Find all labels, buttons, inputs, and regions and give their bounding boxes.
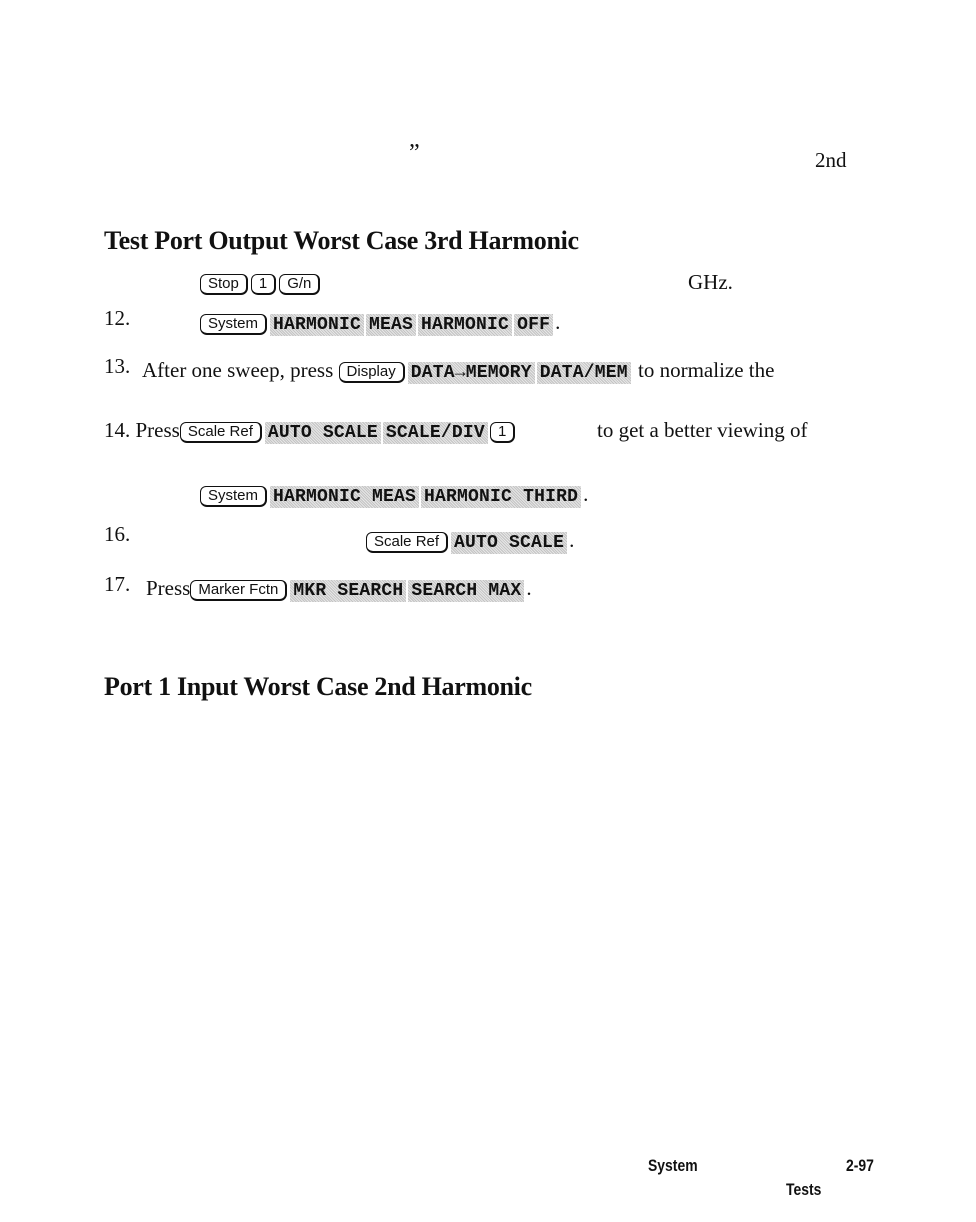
stop-key[interactable]: Stop xyxy=(200,274,248,295)
softkey-harmonic[interactable]: HARMONIC xyxy=(270,314,364,336)
step-16-period: . xyxy=(569,528,575,552)
softkey-data-memory[interactable]: DATA→MEMORY xyxy=(408,362,535,384)
display-key[interactable]: Display xyxy=(339,362,405,383)
step-14 xyxy=(104,418,518,444)
step-12 xyxy=(200,310,560,336)
section-heading-second-harmonic: Port 1 Input Worst Case 2nd Harmonic xyxy=(104,672,532,701)
softkey-off[interactable]: OFF xyxy=(514,314,553,336)
system-key-2[interactable]: System xyxy=(200,486,267,507)
softkey-auto-scale-2[interactable]: AUTO SCALE xyxy=(451,532,567,554)
step-17-number: 17. xyxy=(104,572,131,596)
step-14-lead: Press xyxy=(135,418,180,442)
softkey-meas[interactable]: MEAS xyxy=(366,314,416,336)
step-11 xyxy=(200,270,323,295)
step-13-tail: to normalize the xyxy=(638,358,775,382)
step-16-number: 16. xyxy=(104,522,131,546)
scale-ref-key[interactable]: Scale Ref xyxy=(180,422,262,443)
step-16 xyxy=(366,528,574,554)
footer-tests: Tests xyxy=(786,1180,822,1199)
section-heading-third-harmonic: Test Port Output Worst Case 3rd Harmonic xyxy=(104,226,579,255)
step-14-number: 14. xyxy=(104,418,131,442)
step-17-lead: Press xyxy=(146,576,191,600)
step-15 xyxy=(200,482,588,508)
step-17 xyxy=(146,576,532,602)
step-12-number: 12. xyxy=(104,306,131,330)
one-key-2[interactable]: 1 xyxy=(490,422,515,443)
g-n-key[interactable]: G/n xyxy=(279,274,320,295)
softkey-harmonic-meas[interactable]: HARMONIC MEAS xyxy=(270,486,419,508)
step-13 xyxy=(142,358,774,384)
system-key[interactable]: System xyxy=(200,314,267,335)
step-11-tail: GHz. xyxy=(688,270,733,294)
quote-mark: ” xyxy=(409,140,420,166)
step-14-tail: to get a better viewing of xyxy=(597,418,808,442)
step-15-period: . xyxy=(583,482,589,506)
softkey-scale-div[interactable]: SCALE/DIV xyxy=(383,422,488,444)
step-13-lead: After one sweep, press xyxy=(142,358,334,382)
softkey-data-mem[interactable]: DATA/MEM xyxy=(537,362,631,384)
step-12-period: . xyxy=(555,310,561,334)
second-harmonic-label: 2nd xyxy=(815,148,847,172)
softkey-search-max[interactable]: SEARCH MAX xyxy=(408,580,524,602)
marker-fctn-key[interactable]: Marker Fctn xyxy=(190,580,287,601)
footer-system: System xyxy=(648,1156,698,1175)
softkey-harmonic-third[interactable]: HARMONIC THIRD xyxy=(421,486,581,508)
step-13-number: 13. xyxy=(104,354,131,378)
softkey-auto-scale[interactable]: AUTO SCALE xyxy=(265,422,381,444)
step-17-period: . xyxy=(526,576,532,600)
scale-ref-key-2[interactable]: Scale Ref xyxy=(366,532,448,553)
softkey-mkr-search[interactable]: MKR SEARCH xyxy=(290,580,406,602)
page-number: 2-97 xyxy=(846,1156,874,1175)
one-key[interactable]: 1 xyxy=(251,274,276,295)
softkey-harmonic-2[interactable]: HARMONIC xyxy=(418,314,512,336)
